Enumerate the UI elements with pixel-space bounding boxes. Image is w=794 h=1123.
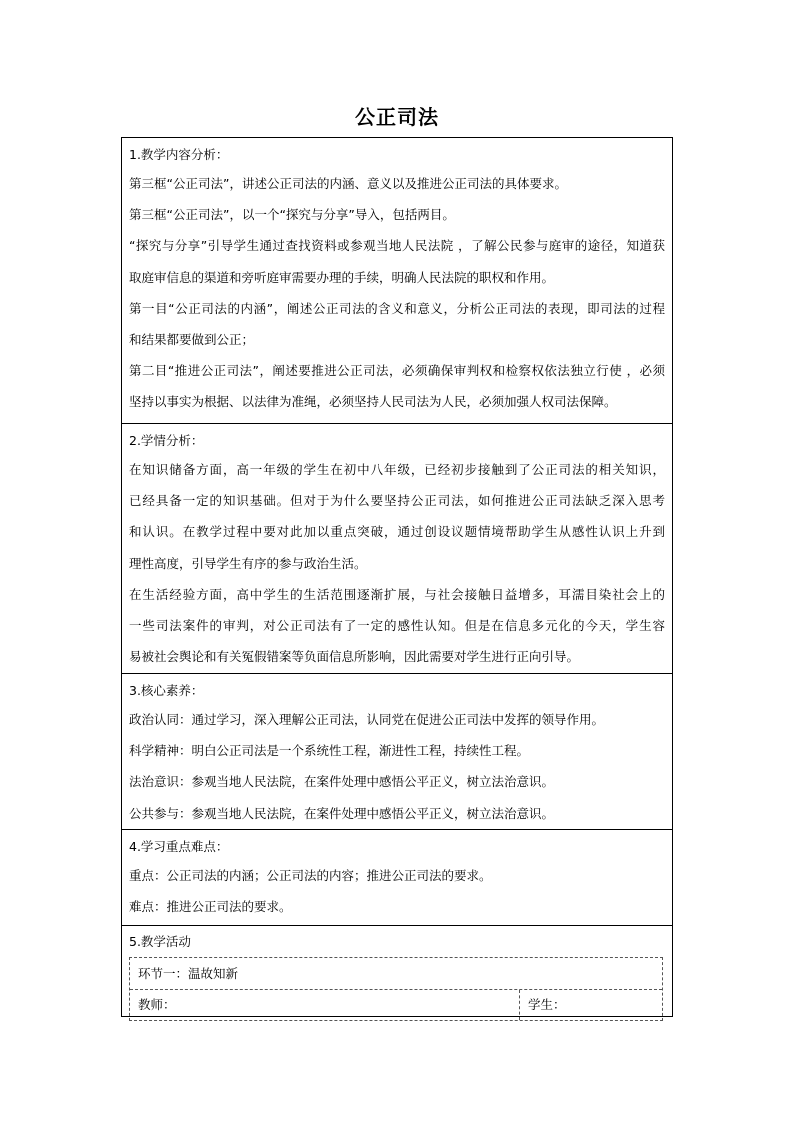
teacher-cell: 教师： bbox=[130, 990, 520, 1020]
paragraph-line: 坚持以事实为根据、以法律为准绳，必须坚持人民司法为人民，必须加强人权司法保障。 bbox=[129, 394, 617, 410]
section-heading: 2.学情分析： bbox=[129, 433, 204, 448]
paragraph-line: “探究与分享”引导学生通过查找资料或参观当地人民法院 ，了解公民参与庭审的途径，知道获 bbox=[129, 238, 665, 254]
paragraph-line: 理性高度，引导学生有序的参与政治生活。 bbox=[129, 555, 367, 571]
paragraph-line: 取庭审信息的渠道和旁听庭审需要办理的手续，明确人民法院的职权和作用。 bbox=[129, 269, 555, 285]
paragraph-line: 政治认同：通过学习，深入理解公正司法，认同党在促进公正司法中发挥的领导作用。 bbox=[129, 712, 605, 727]
paragraph-line: 重点：公正司法的内涵；公正司法的内容；推进公正司法的要求。 bbox=[129, 868, 492, 883]
paragraph-line: 第三框“公正司法”，以一个“探究与分享”导入，包括两目。 bbox=[129, 207, 455, 223]
paragraph-line: 第三框“公正司法”，讲述公正司法的内涵、意义以及推进公正司法的具体要求。 bbox=[129, 176, 567, 191]
section-heading: 3.核心素养： bbox=[129, 683, 204, 698]
activity-step-label: 环节一：温故知新 bbox=[130, 958, 662, 990]
paragraph-line: 易被社会舆论和有关冤假错案等负面信息所影响，因此需要对学生进行正向引导。 bbox=[129, 649, 580, 665]
paragraph-line: 公共参与：参观当地人民法院，在案件处理中感悟公平正义，树立法治意识。 bbox=[129, 805, 555, 821]
page-title: 公正司法 bbox=[355, 105, 439, 129]
section-content-analysis bbox=[122, 138, 672, 424]
paragraph-line: 和认识。在教学过程中要对此加以重点突破，通过创设议题情境帮助学生从感性认识上升到 bbox=[129, 524, 665, 540]
lesson-plan-table bbox=[121, 137, 673, 1017]
section-learner-analysis bbox=[122, 424, 672, 674]
paragraph-line: 已经具备一定的知识基础。但对于为什么要坚持公正司法，如何推进公正司法缺乏深入思考 bbox=[129, 493, 665, 509]
section-heading: 5.教学活动 bbox=[129, 934, 191, 949]
paragraph-line: 和结果都要做到公正； bbox=[129, 331, 255, 347]
paragraph-line: 科学精神：明白公正司法是一个系统性工程，渐进性工程，持续性工程。 bbox=[129, 743, 530, 759]
section-heading: 4.学习重点难点： bbox=[129, 839, 229, 854]
section-key-points bbox=[122, 830, 672, 926]
paragraph-line: 在知识储备方面，高一年级的学生在初中八年级，已经初步接触到了公正司法的相关知识， bbox=[129, 462, 665, 477]
paragraph-line: 第二目“推进公正司法”，阐述要推进公正司法，必须确保审判权和检察权依法独立行使 ，必须 bbox=[129, 363, 665, 379]
paragraph-line: 难点：推进公正司法的要求。 bbox=[129, 899, 292, 915]
section-heading: 1.教学内容分析： bbox=[129, 147, 229, 162]
section-teaching-activities bbox=[122, 926, 672, 1016]
activity-table bbox=[129, 957, 663, 1021]
paragraph-line: 第一目“公正司法的内涵”，阐述公正司法的含义和意义，分析公正司法的表现，即司法的过程 bbox=[129, 300, 665, 316]
student-cell: 学生： bbox=[528, 997, 566, 1012]
activity-roles-row bbox=[130, 990, 662, 1020]
paragraph-line: 法治意识：参观当地人民法院，在案件处理中感悟公平正义，树立法治意识。 bbox=[129, 774, 555, 790]
paragraph-line: 在生活经验方面，高中学生的生活范围逐渐扩展，与社会接触日益增多，耳濡目染社会上的 bbox=[129, 586, 665, 602]
section-core-competencies bbox=[122, 674, 672, 830]
paragraph-line: 一些司法案件的审判，对公正司法有了一定的感性认知。但是在信息多元化的今天，学生容 bbox=[129, 617, 665, 633]
